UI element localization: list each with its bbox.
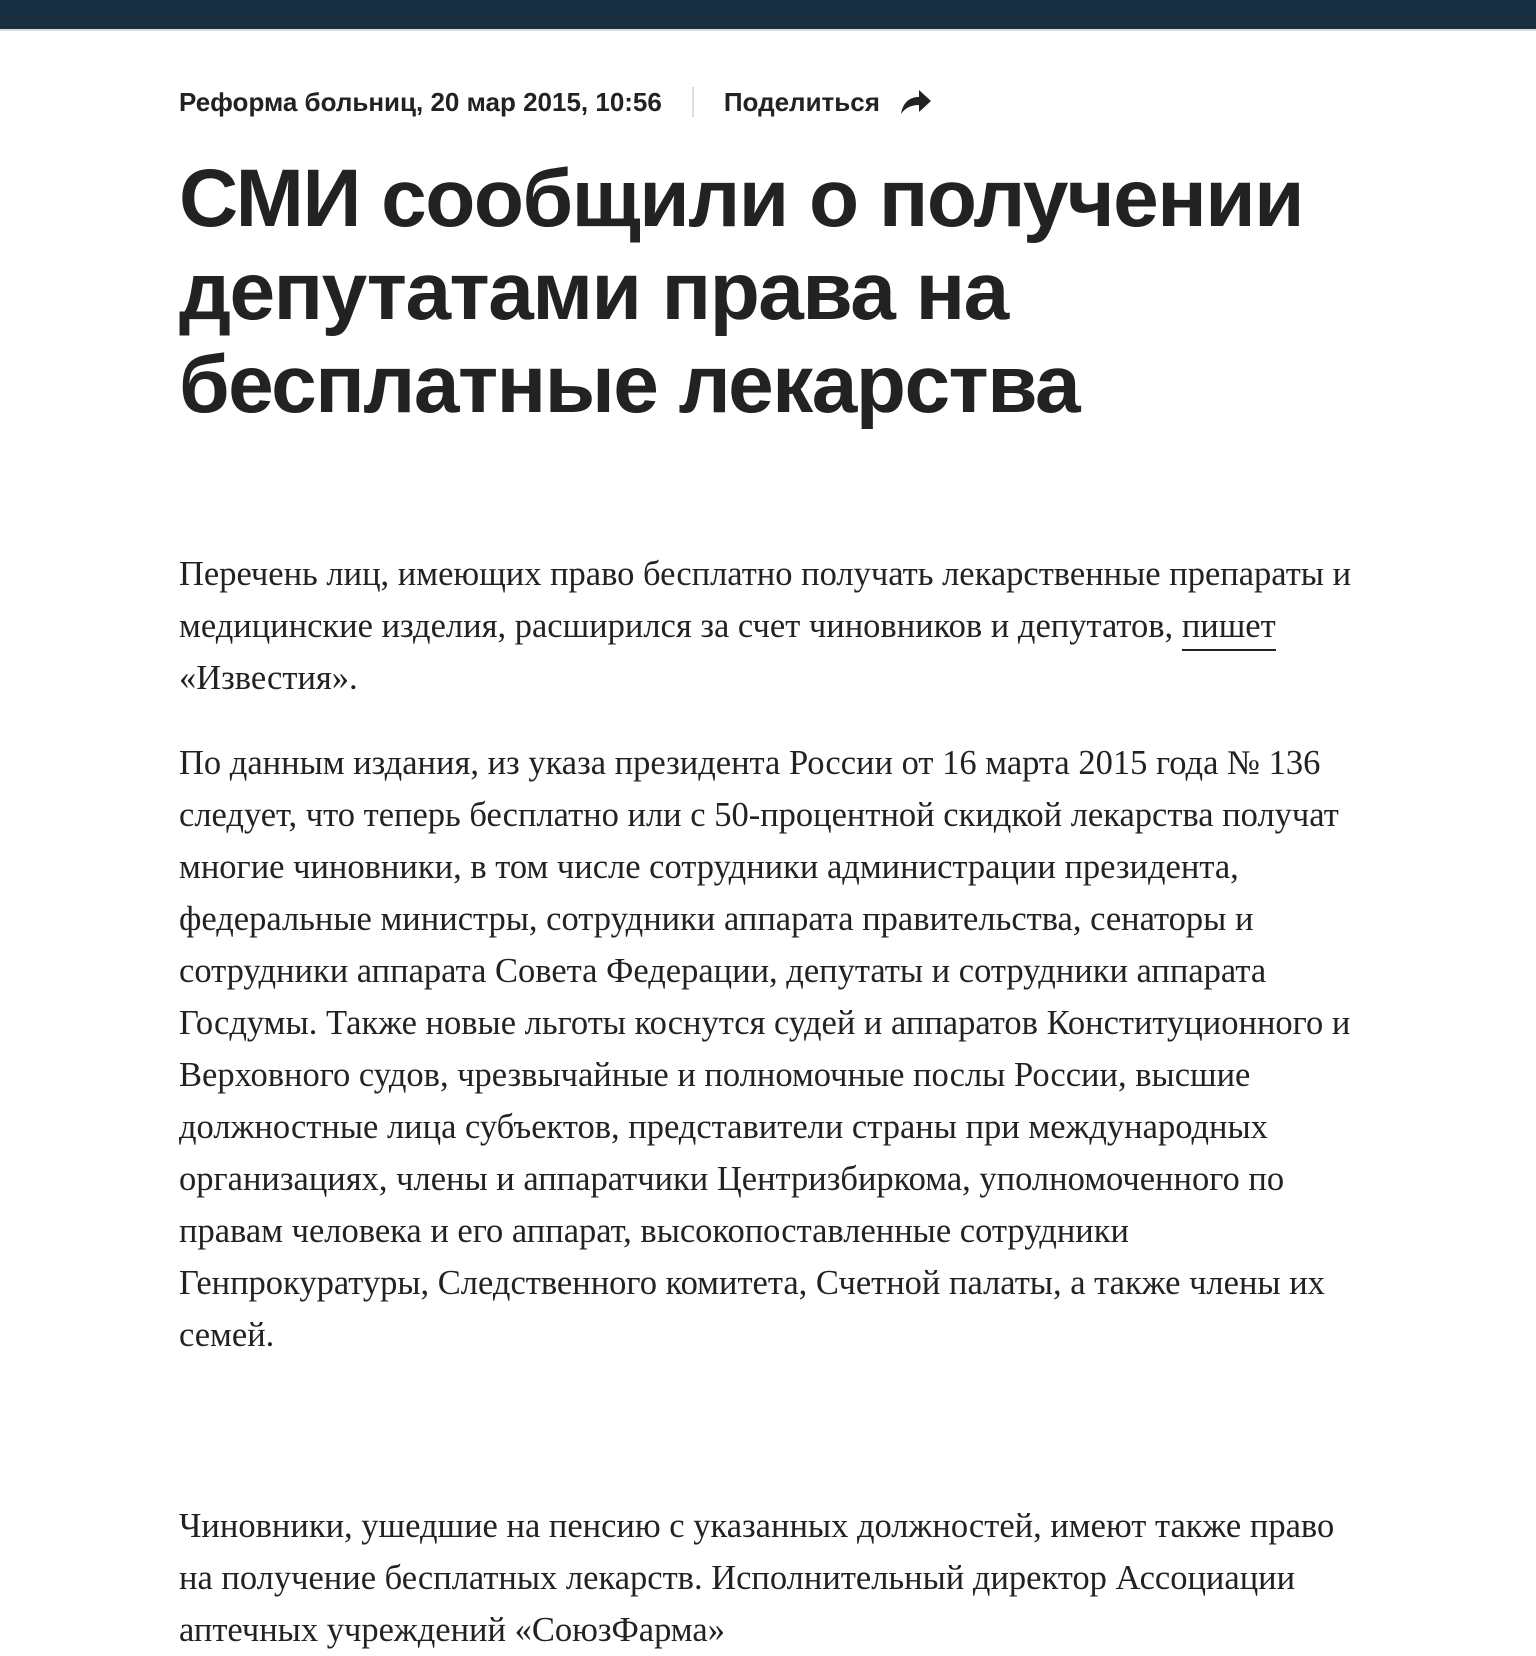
share-arrow-icon [898, 86, 934, 118]
source-link[interactable]: пишет [1182, 607, 1276, 651]
meta-separator [692, 87, 694, 117]
article-lead [179, 548, 1369, 704]
share-button[interactable] [724, 86, 934, 118]
article-paragraph: По данным издания, из указа президента России от 16 марта 2015 года № 136 следует, что теперь бесплатно или с 50-процентной скидкой лекарства получат многие чиновники, в том числе сотрудники администрации президента, федеральные министры, сотрудники аппарата правительства, сенаторы и сотрудники аппарата Совета Федерации, депутаты и сотрудники аппарата Госдумы. Также новые льготы коснутся судей и аппаратов Конституционного и Верховного судов, чрезвычайные и полномочные послы России, высшие должностные лица субъектов, представители страны при международных организациях, члены и аппаратчики Центризбиркома, уполномоченного по правам человека и его аппарат, высокопоставленные сотрудники Генпрокуратуры, Следственного комитета, Счетной палаты, а также члены их семей. [179, 744, 1351, 1354]
top-bar-divider [0, 29, 1536, 31]
article-paragraph: Чиновники, ушедшие на пенсию с указанных должностей, имеют также право на получение бесплатных лекарств. Исполнительный директор Ассоциации аптечных учреждений «СоюзФарма» [179, 1507, 1335, 1649]
article-title: СМИ сообщили о получении депутатами права на бесплатные лекарства [179, 153, 1304, 430]
rubric-date: Реформа больниц, 20 мар 2015, 10:56 [179, 86, 662, 117]
top-navigation-bar [0, 0, 1536, 29]
share-label: Поделиться [723, 86, 880, 117]
article-meta [179, 82, 934, 122]
lead-text: Перечень лиц, имеющих право бесплатно получать лекарственные препараты и медицинские изделия, расширился за счет чиновников и депутатов, [179, 555, 1352, 645]
lead-text-end: «Известия». [179, 659, 358, 697]
